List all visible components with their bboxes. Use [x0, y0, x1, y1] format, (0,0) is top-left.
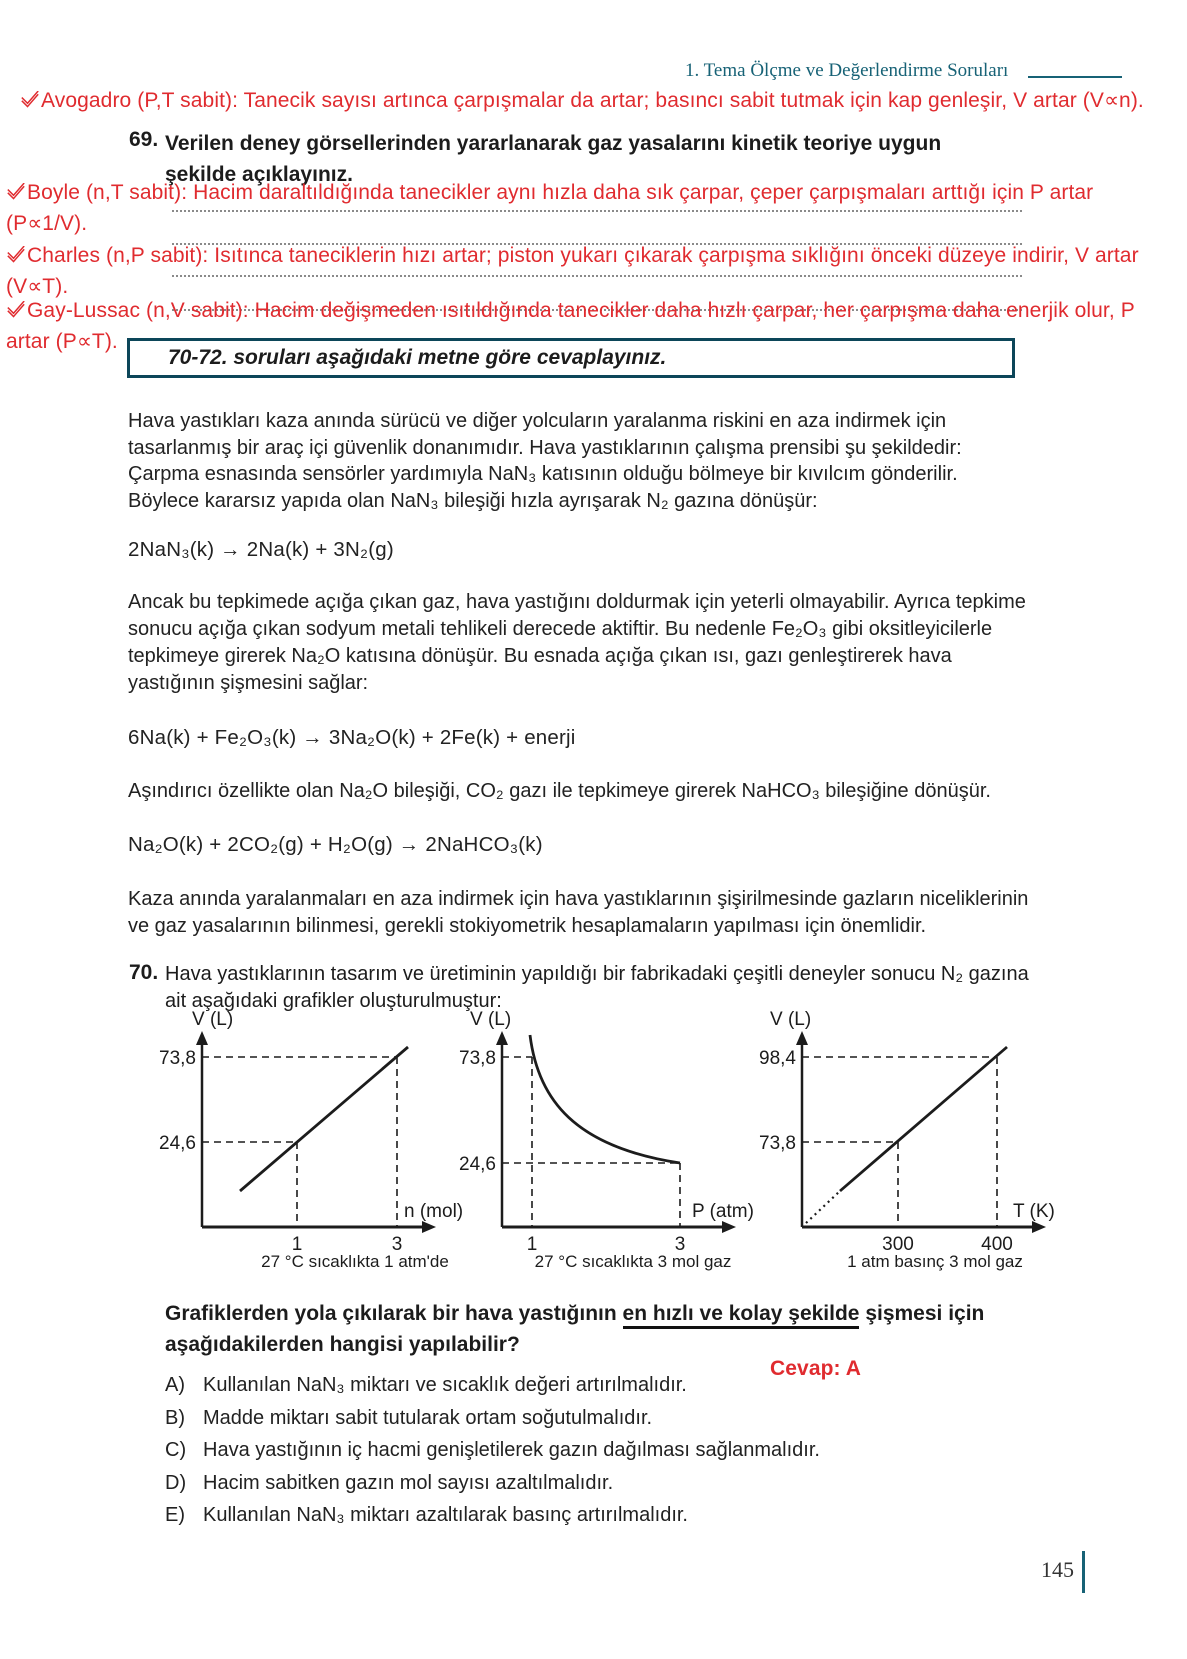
g2-xlabel: P (atm) [692, 1201, 754, 1222]
g3-ytick-top: 98,4 [759, 1048, 796, 1069]
stem-underlined-phrase: en hızlı ve kolay şekilde [623, 1302, 860, 1329]
annotation-answer: Cevap: A [770, 1357, 862, 1380]
checkmark-icon [20, 91, 40, 109]
g3-ytick-bottom: 73,8 [759, 1133, 796, 1154]
question-70-stem [165, 1298, 1045, 1360]
chemical-equation-1: 2NaN₃(k) → 2Na(k) + 3N₂(g) [128, 538, 394, 561]
page-number: 145 [1041, 1557, 1074, 1582]
g1-xtick-1: 1 [291, 1234, 303, 1255]
stem-part-1: Grafiklerden yola çıkılarak bir hava yastığının [165, 1302, 623, 1325]
graph-v-vs-n [140, 1005, 470, 1275]
option-d-letter: D) [165, 1472, 187, 1494]
instruction-box [127, 338, 1015, 378]
option-c-text: Hava yastığının iç hacmi genişletilerek gazın dağılması sağlanmalıdır. [203, 1439, 820, 1461]
option-e-letter: E) [165, 1504, 185, 1526]
option-b-letter: B) [165, 1407, 185, 1429]
g3-xtick-2: 400 [981, 1234, 1013, 1255]
annotation-avogadro [20, 85, 1182, 116]
question-70-number: 70. [129, 961, 159, 984]
annotation-charles [6, 240, 1171, 302]
instruction-box-text: 70-72. soruları aşağıdaki metne göre cevaplayınız. [168, 346, 667, 369]
checkmark-icon [6, 246, 26, 264]
annotation-boyle [6, 177, 1171, 239]
g3-ylabel: V (L) [770, 1009, 812, 1030]
passage-paragraph-1: Hava yastıkları kaza anında sürücü ve diğer yolcuların yaralanma riskini en aza indirmek için tasarlanmış bir araç içi güvenlik donanımıdır. Hava yastıklarının çalışma prensibi şu şekildedir: Çarpma esnasında sensörler yardımıyla NaN₃ katısının olduğu bölmeye bir kıvılcım gönderilir. Böylece kararsız yapıda olan NaN₃ bileşiği hızla ayrışarak N₂ gazına dönüşür: [128, 410, 962, 512]
g1-xtick-2: 3 [391, 1234, 403, 1255]
passage-paragraph-4: Kaza anında yaralanmaları en aza indirmek için hava yastıklarının şişirilmesinde gazların niceliklerinin ve gaz yasalarının bilinmesi, gerekli stokiyometrik hesaplamaların yapılması için önemlidir. [128, 888, 1029, 937]
annotation-boyle-text: Boyle (n,T sabit): Hacim daraltıldığında tanecikler aynı hızla daha sık çarpar, çeper çarpışmaları arttığı için P artar (P∝1/V). [6, 181, 1094, 235]
graph-2-caption: 27 °C sıcaklıkta 3 mol gaz [534, 1252, 732, 1271]
option-e-text: Kullanılan NaN₃ miktarı azaltılarak basınç artırılmalıdır. [203, 1504, 688, 1526]
g2-ytick-bottom: 24,6 [459, 1154, 496, 1175]
annotation-avogadro-text: Avogadro (P,T sabit): Tanecik sayısı artınca çarpışmalar da artar; basıncı sabit tutmak için kap genleşir, V artar (V∝n). [41, 89, 1144, 112]
g1-ytick-top: 73,8 [159, 1048, 196, 1069]
passage-paragraph-2: Ancak bu tepkimede açığa çıkan gaz, hava yastığını doldurmak için yeterli olmayabilir. Ayrıca tepkime sonucu açığa çıkan sodyum metali tehlikeli derecede aktiftir. Bu nedenle Fe₂O₃ gibi oksitleyicilerle tepkimeye girerek Na₂O katısına dönüşür. Bu esnada açığa çıkan ısı, gazı genleştirerek hava yastığının şişmesini sağlar: [128, 591, 1026, 694]
g3-xtick-1: 300 [882, 1234, 914, 1255]
page-header-title: 1. Tema Ölçme ve Değerlendirme Soruları [685, 60, 1009, 81]
g2-ytick-top: 73,8 [459, 1048, 496, 1069]
chemical-equation-2: 6Na(k) + Fe₂O₃(k) → 3Na₂O(k) + 2Fe(k) + enerji [128, 726, 576, 749]
g1-ytick-bottom: 24,6 [159, 1133, 196, 1154]
question-69-number: 69. [129, 128, 159, 151]
g2-xtick-1: 1 [526, 1234, 538, 1255]
stem-part-2: şişmesi için aşağıdakilerden hangisi yapılabilir? [165, 1302, 985, 1356]
checkmark-icon [6, 183, 26, 201]
passage-paragraph-3: Aşındırıcı özellikte olan Na₂O bileşiği, CO₂ gazı ile tepkimeye girerek NaHCO₃ bileşiğine dönüşür. [128, 780, 991, 802]
option-b-text: Madde miktarı sabit tutularak ortam soğutulmalıdır. [203, 1407, 653, 1429]
annotation-charles-text: Charles (n,P sabit): Isıtınca taneciklerin hızı artar; piston yukarı çıkarak çarpışma sıklığını önceki düzeye indirir, V artar (V∝T). [6, 244, 1139, 298]
option-c-letter: C) [165, 1439, 187, 1461]
page-number-divider [1082, 1551, 1085, 1593]
header-rule [1028, 76, 1122, 78]
graph-1-caption: 27 °C sıcaklıkta 1 atm'de [261, 1252, 449, 1271]
graph-v-vs-t [720, 1005, 1065, 1275]
annotation-gay-lussac-text: Gay-Lussac (n,V sabit): Hacim değişmeden ısıtıldığında tanecikler daha hızlı çarpar, her çarpışma daha enerjik olur, P artar (P∝T). [6, 299, 1135, 353]
option-a-text: Kullanılan NaN₃ miktarı ve sıcaklık değeri artırılmalıdır. [203, 1374, 687, 1396]
option-a-letter: A) [165, 1374, 185, 1396]
g1-ylabel: V (L) [192, 1009, 234, 1030]
g2-ylabel: V (L) [470, 1009, 512, 1030]
g3-xlabel: T (K) [1013, 1201, 1055, 1222]
question-70-intro: Hava yastıklarının tasarım ve üretiminin yapıldığı bir fabrikadaki çeşitli deneyler sonucu N₂ gazına ait aşağıdaki grafikler oluşturulmuştur: [165, 963, 1029, 1012]
g1-xlabel: n (mol) [404, 1201, 464, 1222]
g2-xtick-2: 3 [674, 1234, 686, 1255]
graph-3-caption: 1 atm basınç 3 mol gaz [847, 1252, 1023, 1271]
option-d-text: Hacim sabitken gazın mol sayısı azaltılmalıdır. [203, 1472, 614, 1494]
checkmark-icon [6, 301, 26, 319]
chemical-equation-3: Na₂O(k) + 2CO₂(g) + H₂O(g) → 2NaHCO₃(k) [128, 833, 543, 856]
question-69-text: Verilen deney görsellerinden yararlanarak gaz yasalarını kinetik teoriye uygun şekilde açıklayınız. [165, 132, 942, 186]
